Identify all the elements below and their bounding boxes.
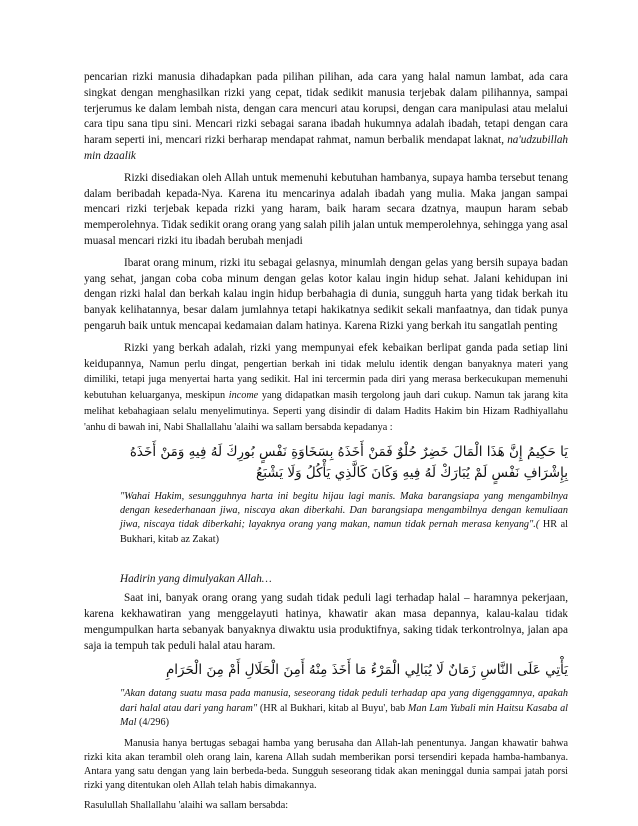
hadith-translation-2: "Akan datang suatu masa pada manusia, seseorang tidak peduli terhadap apa yang digenggamnya, apakah dari halal atau dari yang haram" (HR al Bukhari, kitab al Buyu', bab Man Lam Yubali min Haitsu Kasaba al Mal (4/296) <box>120 688 569 729</box>
document-page <box>84 70 568 814</box>
paragraph-5: Saat ini, banyak orang orang yang sudah tidak peduli lagi terhadap halal – haramnya pekerjaan, karena kekhawatiran yang menggelayuti hatinya, khawatir akan masa depannya, kalau-kalau tidak mengumpulkan harta sebanyak banyaknya diwaktu usia produktifnya, saking tidak terkontrolnya, jalan apa saja ia tempuh tak peduli halal atau haram. <box>84 592 568 652</box>
italic-phrase: na'udzubillah min dzaalik <box>84 134 569 162</box>
paragraph-6: Manusia hanya bertugas sebagai hamba yang berusaha dan Allah-lah penentunya. Jangan khawatir bahwa rizki kita akan terambil oleh orang lain, karena Allah sudah memberikan porsi tersendiri kepada hamba-hambanya. Antara yang satu dengan yang lain berbeda-beda. Sungguh seseorang tidak akan meninggal dunia sampai jatah porsi rizki yang ditentukan oleh Allah telah habis dimakannya. <box>84 737 568 792</box>
paragraph-1: pencarian rizki manusia dihadapkan pada pilihan pilihan, ada cara yang halal namun lambat, ada cara singkat dengan menghasilkan rizki yang cepat, tidak sedikit manusia terjebak dalam pilihannya, sampai terjerumus ke dalam lembah nista, dengan cara mencuri atau korupsi, dengan cara manipulasi atau melalui cara tipu sana tipu sini. Mencari rizki sebagai sarana ibadah hukumnya adalah ibadah, tetapi dengan cara haram seperti ini, mencari rizki berharap mendapat rahmat, namun berbalik mendapat laknat, na'udzubillah min dzaalik <box>84 71 569 162</box>
paragraph-2: Rizki disediakan oleh Allah untuk memenuhi kebutuhan hambanya, supaya hamba tersebut tenang dalam beribadah kepada-Nya. Karena itu mencarinya adalah ibadah yang mulia. Maka jangan sampai mencari rizki terjebak kepada rizki yang haram, baik haram secara dzatnya, maupun haram sebab memperolehnya. Tidak sedikit orang orang yang salah pilih jalan untuk memperolehnya, sehingga yang asal muasal mencari rizki itu ibadah berubah menjadi <box>84 171 568 247</box>
arabic-hadith-2: يَأْتِي عَلَى النَّاسِ زَمَانٌ لَا يُبَالِي الْمَرْءُ مَا أَخَذَ مِنْهُ أَمِنَ الْحَلَالِ أَمْ مِنَ الْحَرَامِ <box>165 662 568 679</box>
paragraph-7: Rasulullah Shallallahu 'alaihi wa sallam bersabda: <box>84 800 289 812</box>
arabic-hadith-1: يَا حَكِيمُ إِنَّ هَذَا الْمَالَ خَضِرٌ حُلْوٌ فَمَنْ أَخَذَهُ بِسَخَاوَةِ نَفْسٍ بُورِكَ لَهُ فِيهِ وَمَنْ أَخَذَهُ بِإِشْرَافِ نَفْسٍ لَمْ يُبَارَكْ لَهُ فِيهِ وَكَانَ كَالَّذِي يَأْكُلُ وَلَا يَشْبَعُ <box>129 443 568 481</box>
hadith-translation-1: "Wahai Hakim, sesungguhnya harta ini begitu hijau lagi manis. Maka barangsiapa yang mengambilnya dengan kesederhanaan jiwa, niscaya akan diberkahi. Dan barangsiapa mengambilnya dengan kemuliaan jiwa, niscaya tidak diberkahi; layaknya orang yang makan, namun tidak pernah merasa kenyang".( HR al Bukhari, kitab az Zakat) <box>120 490 568 545</box>
section-heading: Hadirin yang dimulyakan Allah… <box>120 573 272 586</box>
paragraph-4: Rizki yang berkah adalah, rizki yang mempunyai efek kebaikan berlipat ganda pada setiap lini keidupannya, Namun perlu dingat, pengertian berkah ini tidak melulu identik dengan banyaknya materi yang dimiliki, tetapi juga menyertai harta yang sedikit. Hal ini tercermin pada diri yang merasa berkecukupan memenuhi kebutuhan keluarganya, meskipun income yang didapatkan masih tergolong jauh dari cukup. Namun tak jarang kita melihat kebahagiaan selalu menyelimutinya. Seperti yang disindir di dalam Hadits Hakim bin Hizam Radhiyallahu 'anhu di bawah ini, Nabi Shallallahu 'alaihi wa sallam bersabda kepadanya : <box>84 341 569 433</box>
paragraph-3: Ibarat orang minum, rizki itu sebagai gelasnya, minumlah dengan gelas yang bersih supaya badan yang sehat, jangan coba coba minum dengan gelas kotor kalau ingin hidup sehat. Jalani kehidupan ini dengan rizki halal dan berkah kalau ingin hidup berbahagia di dunia, sungguh harta yang tidak berkah itu banyak kelihatannya, besar dalam jumlahnya tetapi hakikatnya sedikit sekali manfaatnya, dan tidak punya pengaruh baik untuk mencapai kedamaian dalam hatinya. Karena Rizki yang berkah itu sangatlah penting <box>84 256 568 332</box>
